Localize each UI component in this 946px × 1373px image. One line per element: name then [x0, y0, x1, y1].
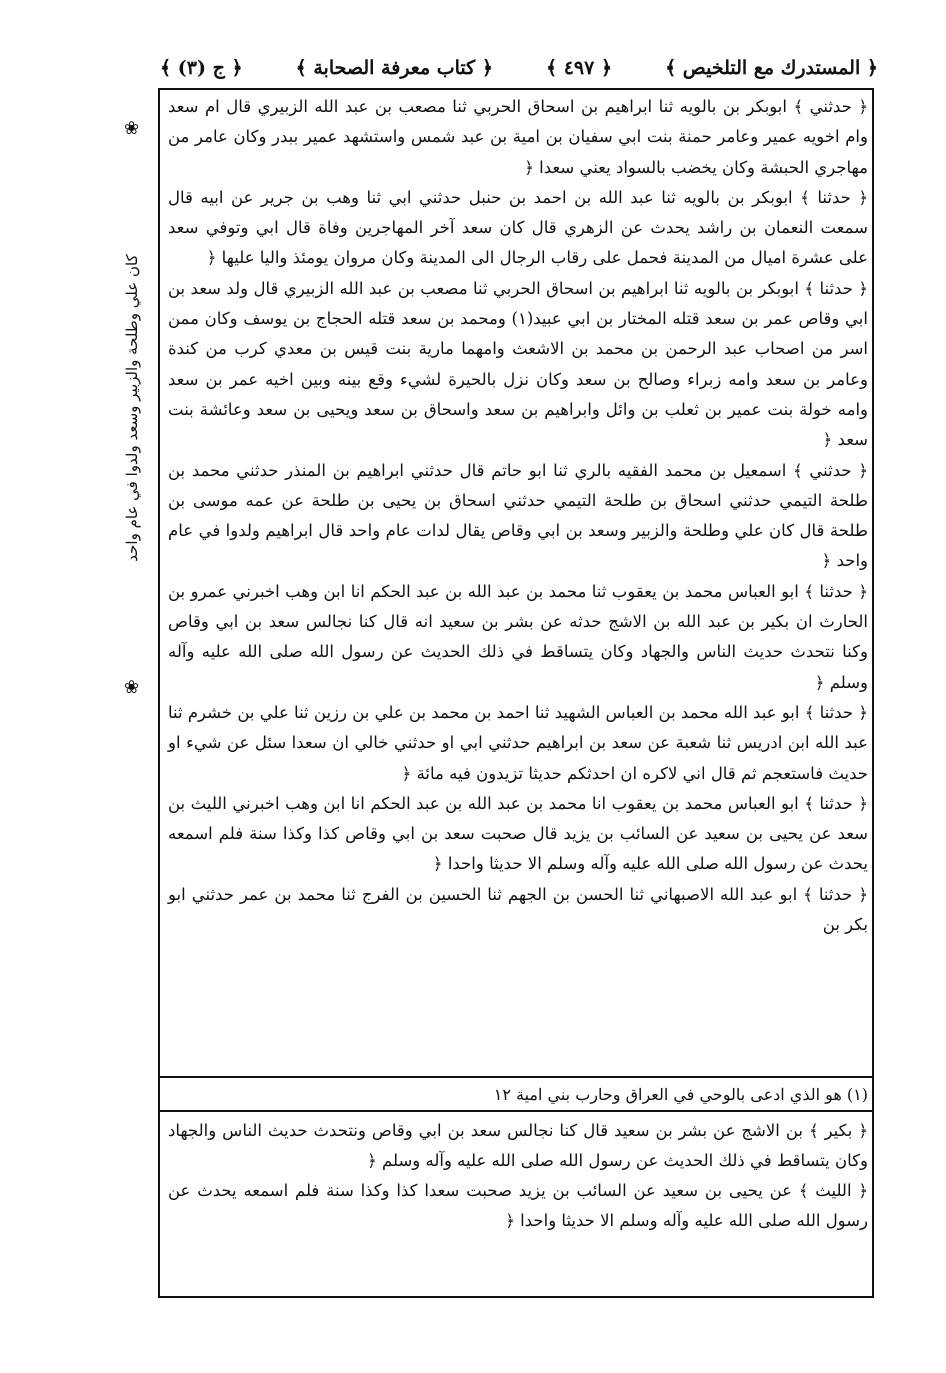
hadith-paragraph: ﴿ حدثني ﴾ اسمعيل بن محمد الفقيه بالري ثنا ابو حاتم قال حدثني ابراهيم بن المنذر حدثني محمد بن طلحة التيمي حدثني اسحاق بن طلحة التيمي حدثني اسحاق بن يحيى بن طلحة عن عمه موسى بن طلحة قال كان علي وطلحة والزبير وسعد بن ابي وقاص يقال لدات عام واحد قال ابراهيم ولدوا في عام واحد ﴿ [168, 460, 868, 571]
hadith-paragraph: ﴿ حدثنا ﴾ ابوبكر بن بالويه ثنا ابراهيم بن اسحاق الحربي ثنا مصعب بن عبد الله الزبيري قال ولد سعد بن ابي وقاص عمر بن سعد قتله المختار بن ابي عبيد(١) ومحمد بن سعد قتله الحجاج بن يوسف وكان ممن اسر من اصحاب عبد الرحمن بن محمد بن الاشعث وامهما مارية بنت قيس بن معدي كرب من كندة وعامر بن سعد وامه زبراء وصالح بن سعد وكان نزل بالحيرة لشيء وقع بينه وبين اخيه عمر بن سعد وامه خولة بنت عمير بن ثعلب بن وائل وابراهيم بن سعد واسحاق بن سعد ويحيى بن سعد وعائشة بنت سعد ﴿ [168, 278, 868, 450]
hadith-paragraph: ﴿ حدثنا ﴾ ابو العباس محمد بن يعقوب انا محمد بن عبد الله بن عبد الحكم انا ابن وهب اخبرني الليث بن سعد عن يحيى بن سعيد عن السائب بن يزيد قال صحبت سعد بن ابي وقاص كذا وكذا سنة فلم اسمعه يحدث عن رسول الله صلى الله عليه وآله وسلم الا حديثا واحدا ﴿ [168, 793, 868, 874]
commentary-paragraph: ﴿ الليث ﴾ عن يحيى بن سعيد عن السائب بن يزيد صحبت سعدا كذا وكذا سنة فلم اسمعه يحدث عن رسول الله صلى الله عليه وآله وسلم الا حديثا واحدا ﴿ [168, 1181, 868, 1230]
hadith-paragraph: ﴿ حدثني ﴾ ابوبكر بن بالويه ثنا ابراهيم بن اسحاق الحربي ثنا مصعب بن عبد الله الزبيري قال ام سعد وام اخويه عمير وعامر حمنة بنت ابي سفيان بن امية بن عبد شمس واستشهد عمير ببدر وكان عامر من مهاجري الحبشة وكان يخضب بالسواد يعني سعدا ﴿ [168, 97, 868, 177]
main-text [168, 92, 868, 940]
margin-note-text: كان علي وطلحة والزبير وسعد ولدوا في عام واحد [123, 254, 141, 562]
header-volume: ﴿ ج (٣) ﴾ [160, 57, 243, 79]
commentary-text [168, 1116, 868, 1236]
header-chapter-title: ﴿ كتاب معرفة الصحابة ﴾ [295, 57, 493, 79]
page-header [160, 50, 878, 86]
hadith-paragraph: ﴿ حدثنا ﴾ ابوبكر بن بالويه ثنا عبد الله بن احمد بن حنبل حدثني ابي ثنا وهب بن جرير عن ابيه قال سمعت النعمان بن راشد يحدث عن الزهري قال كان سعد آخر المهاجرين وفاة قال ابي وتوفي سعد على عشرة اميال من المدينة فحمل على رقاب الرجال الى المدينة وكان مروان يومئذ واليا عليها ﴿ [168, 187, 868, 268]
header-book-title: ﴿ المستدرك مع التلخيص ﴾ [665, 57, 878, 79]
margin-ornament-bottom-icon: ❀ [124, 677, 140, 698]
margin-note [112, 118, 152, 698]
footnote-divider [158, 1076, 874, 1078]
margin-ornament-top-icon: ❀ [124, 118, 140, 139]
header-page-number: ﴿ ٤٩٧ ﴾ [545, 57, 613, 79]
hadith-paragraph: ﴿ حدثنا ﴾ ابو عبد الله محمد بن العباس الشهيد ثنا احمد بن محمد بن علي بن رزين ثنا علي بن خشرم ثنا عبد الله ابن ادريس ثنا شعبة عن سعد بن ابراهيم حدثني ابي او حدثني خالي ان سعدا سئل عن شيء او حديث فاستعجم ثم قال اني لاكره ان احدثكم حديثا تزيدون فيه مائة ﴿ [168, 702, 868, 783]
hadith-paragraph: ﴿ حدثنا ﴾ ابو العباس محمد بن يعقوب ثنا محمد بن عبد الله بن عبد الحكم انا ابن وهب اخبرني عمرو بن الحارث ان بكير بن عبد الله بن الاشج حدثه عن بشر بن سعيد انه قال كنا نجالس سعد بن ابي وقاص وكنا نتحدث حديث الناس والجهاد وكان يتساقط في ذلك الحديث عن رسول الله صلى الله عليه وآله وسلم ﴿ [168, 581, 868, 692]
footnote: (١) هو الذي ادعى بالوحي في العراق وحارب بني امية ١٢ [493, 1085, 868, 1104]
commentary-divider [158, 1110, 874, 1112]
commentary-paragraph: ﴿ بكير ﴾ بن الاشج عن بشر بن سعيد قال كنا نجالس سعد بن ابي وقاص ونتحدث حديث الناس والجهاد وكان يتساقط في ذلك الحديث عن رسول الله صلى الله عليه وآله وسلم ﴿ [168, 1121, 868, 1170]
hadith-paragraph: ﴿ حدثنا ﴾ ابو عبد الله الاصبهاني ثنا الحسن بن الجهم ثنا الحسين بن الفرج ثنا محمد بن عمر حدثني ابو بكر بن [168, 884, 868, 935]
